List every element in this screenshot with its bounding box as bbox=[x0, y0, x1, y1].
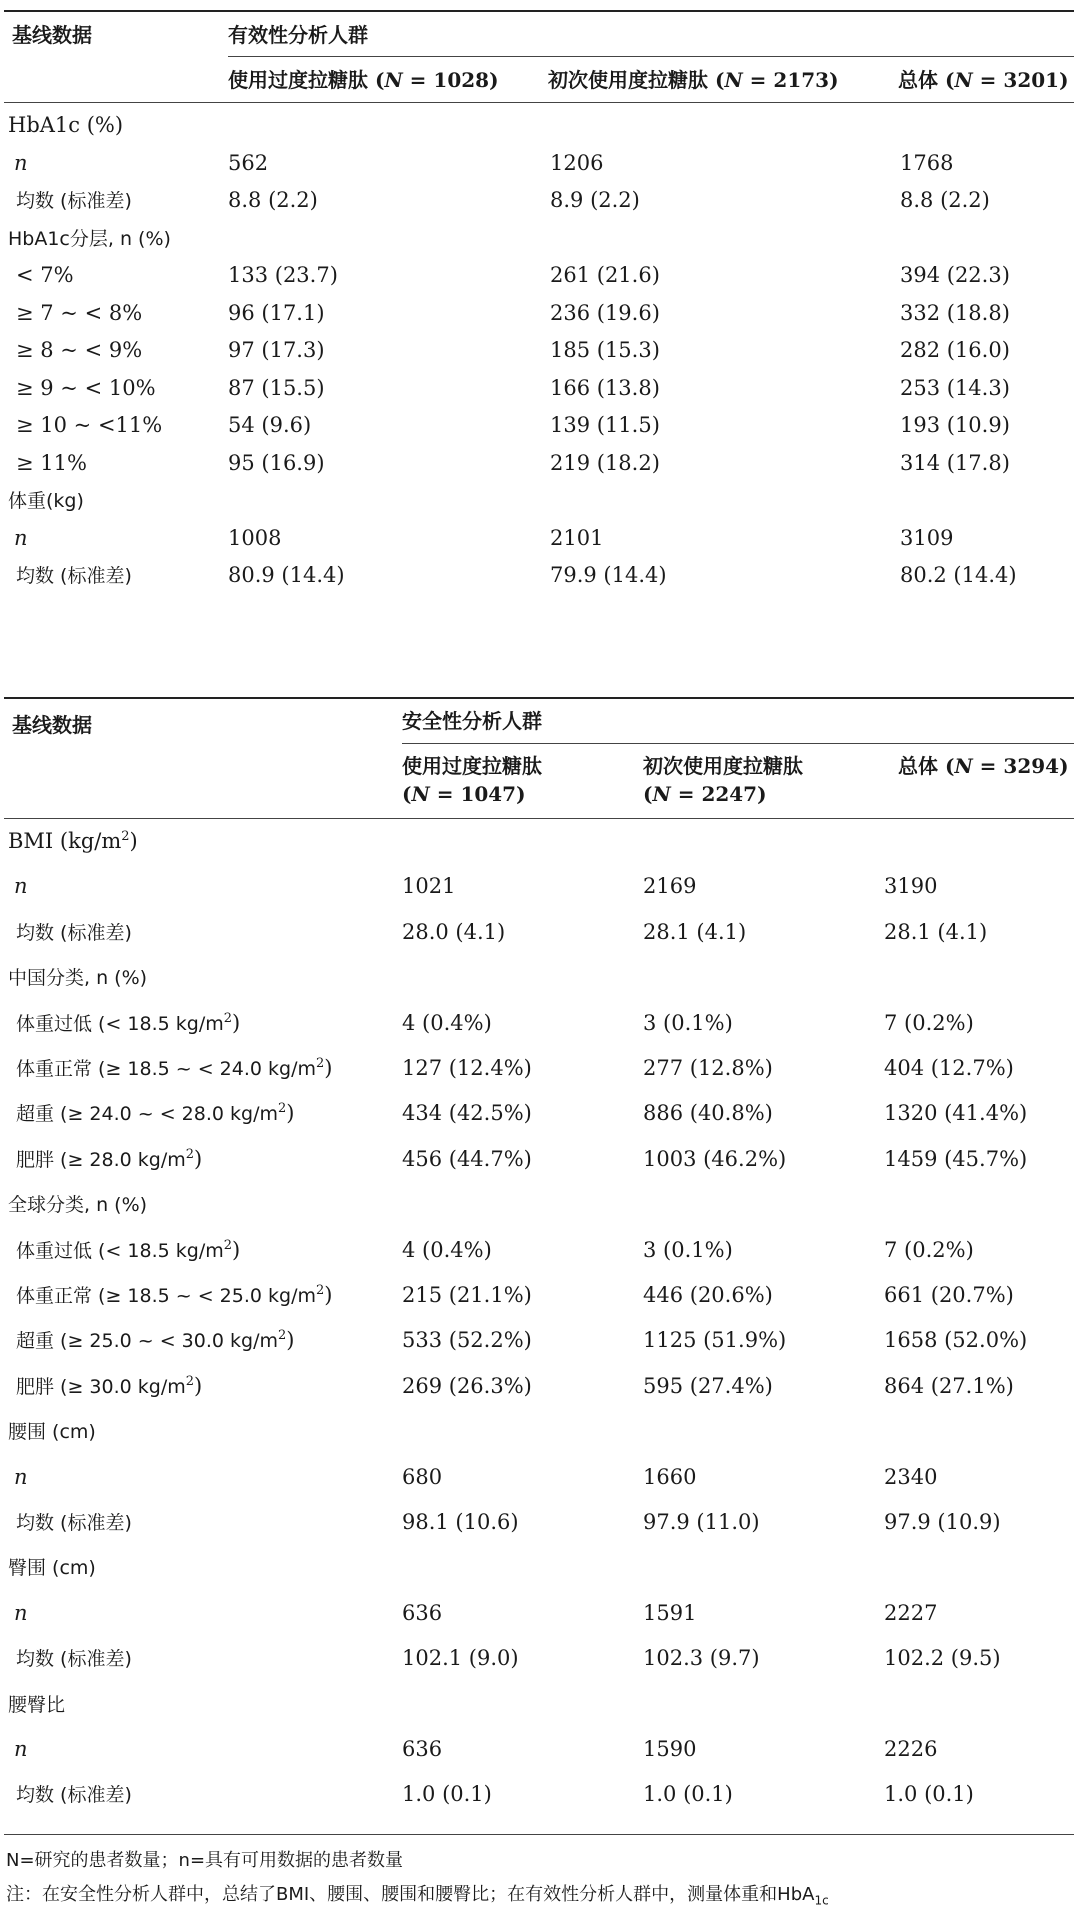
table2-row-label: n bbox=[14, 874, 28, 899]
table2-cell: 404 (12.7%) bbox=[884, 1056, 1014, 1080]
table2-row-label: 全球分类, n (%) bbox=[8, 1194, 148, 1217]
table1-col-header-prior: 使用过度拉糖肽 (N = 1028) bbox=[228, 68, 499, 92]
table1-cell: 185 (15.3) bbox=[550, 338, 660, 362]
table2-cell: 1320 (41.4%) bbox=[884, 1101, 1028, 1126]
table1-cell: 8.8 (2.2) bbox=[900, 188, 990, 212]
table2-cell: 97.9 (10.9) bbox=[884, 1510, 1001, 1534]
table2-cell: 102.1 (9.0) bbox=[402, 1646, 519, 1671]
table2-cell: 1003 (46.2%) bbox=[643, 1146, 787, 1171]
table2-cell: 1.0 (0.1) bbox=[402, 1782, 492, 1807]
footnote-definitions: N=研究的患者数量；n=具有可用数据的患者数量 bbox=[6, 1850, 404, 1871]
table2-cell: 595 (27.4%) bbox=[643, 1373, 773, 1398]
table2-group-rule bbox=[402, 743, 1074, 744]
table2-cell: 456 (44.7%) bbox=[402, 1146, 532, 1171]
table2-cell: 3190 bbox=[884, 874, 938, 899]
table1-row-label: ≥ 7 ~ < 8% bbox=[16, 300, 143, 325]
table1-cell: 236 (19.6) bbox=[550, 300, 660, 325]
table2-row-label: 中国分类, n (%) bbox=[8, 967, 148, 990]
table2-row-label: 体重正常 (≥ 18.5 ~ < 24.0 $kg/m^2$) bbox=[16, 1056, 333, 1080]
table2-row-label: 体重正常 (≥ 18.5 ~ < 25.0 $kg/m^2$) bbox=[16, 1283, 333, 1307]
table1-row-label: n bbox=[14, 150, 28, 175]
table2-row-label: 体重过低 (< 18.5 $kg/m^2$) bbox=[16, 1010, 241, 1035]
table2-cell: 127 (12.4%) bbox=[402, 1056, 532, 1080]
table1-cell: 54 (9.6) bbox=[228, 413, 312, 437]
table1-cell: 1008 bbox=[228, 525, 282, 550]
table2-cell: 7 (0.2%) bbox=[884, 1010, 974, 1035]
table2-cell: 102.2 (9.5) bbox=[884, 1646, 1001, 1671]
table2-cell: 533 (52.2%) bbox=[402, 1328, 532, 1353]
table1-row-label: ≥ 10 ~ <11% bbox=[16, 413, 163, 437]
table2-row-label: n bbox=[14, 1600, 28, 1625]
table1-cell: 282 (16.0) bbox=[900, 338, 1010, 362]
table1-cell: 133 (23.7) bbox=[228, 263, 338, 287]
table1-group-rule bbox=[228, 56, 1074, 57]
table2-cell: 2340 bbox=[884, 1464, 938, 1489]
table1-cell: 1206 bbox=[550, 150, 604, 175]
table1-cell: 166 (13.8) bbox=[550, 375, 660, 400]
table1-row-label: HbA1c分层, n (%) bbox=[8, 227, 171, 250]
table2-cell: 446 (20.6%) bbox=[643, 1283, 773, 1307]
table2-row-label: 均数 (标准差) bbox=[16, 1512, 132, 1534]
table2-row-label: 肥胖 (≥ 30.0 $kg/m^2$) bbox=[16, 1373, 203, 1398]
table2-cell: 2227 bbox=[884, 1600, 938, 1625]
table2-row-label: 均数 (标准差) bbox=[16, 921, 132, 944]
table2-cell: 864 (27.1%) bbox=[884, 1373, 1014, 1398]
table1-cell: 87 (15.5) bbox=[228, 375, 325, 400]
table2-cell: 3 (0.1%) bbox=[643, 1010, 733, 1035]
table2-cell: 2169 bbox=[643, 874, 697, 899]
table2-cell: 1591 bbox=[643, 1600, 697, 1625]
table1-cell: 394 (22.3) bbox=[900, 263, 1010, 287]
table2-cell: 1660 bbox=[643, 1464, 697, 1489]
table1-cell: 562 bbox=[228, 150, 269, 175]
table2-row-label: 腰臀比 bbox=[8, 1693, 66, 1716]
table1-row-label: n bbox=[14, 525, 28, 550]
table2-cell: 680 bbox=[402, 1464, 443, 1489]
table1-row-label: 均数 (标准差) bbox=[16, 565, 132, 587]
table2-cell: 636 bbox=[402, 1737, 443, 1761]
table2-col-header-naive: 初次使用度拉糖肽 (N = 2247) bbox=[643, 754, 803, 806]
table1-cell: 8.9 (2.2) bbox=[550, 188, 640, 212]
table1-cell: 80.9 (14.4) bbox=[228, 563, 345, 587]
table2-cell: 1658 (52.0%) bbox=[884, 1328, 1028, 1353]
table1-cell: 253 (14.3) bbox=[900, 375, 1010, 400]
table1-cell: 219 (18.2) bbox=[550, 450, 660, 475]
table1-row-label: ≥ 9 ~ < 10% bbox=[16, 375, 156, 400]
table2-row-label: 肥胖 (≥ 28.0 $kg/m^2$) bbox=[16, 1146, 203, 1171]
table2-row-label: 腰围 (cm) bbox=[8, 1421, 96, 1444]
table1-cell: 79.9 (14.4) bbox=[550, 563, 667, 587]
table2-cell: 1590 bbox=[643, 1737, 697, 1761]
table2-cell: 636 bbox=[402, 1600, 443, 1625]
table2-cell: 1125 (51.9%) bbox=[643, 1328, 787, 1353]
table1-col-header-naive: 初次使用度拉糖肽 (N = 2173) bbox=[548, 68, 839, 92]
table1-row-label: < 7% bbox=[16, 263, 74, 287]
table2-row-label: 超重 (≥ 25.0 ~ < 30.0 $kg/m^2$) bbox=[16, 1328, 295, 1353]
table2-cell: 661 (20.7%) bbox=[884, 1283, 1014, 1307]
table2-row-label: 体重过低 (< 18.5 $kg/m^2$) bbox=[16, 1237, 241, 1262]
table1-cell: 332 (18.8) bbox=[900, 300, 1010, 325]
table2-cell: 434 (42.5%) bbox=[402, 1101, 532, 1126]
table2-row-label: 均数 (标准差) bbox=[16, 1784, 132, 1807]
table1-cell: 95 (16.9) bbox=[228, 450, 325, 475]
table2-header-rule bbox=[4, 818, 1074, 819]
table2-cell: 97.9 (11.0) bbox=[643, 1510, 760, 1534]
table1-row-label: 体重(kg) bbox=[8, 490, 84, 512]
table1-row-label: 均数 (标准差) bbox=[16, 190, 132, 212]
table1-cell: 3109 bbox=[900, 525, 954, 550]
table2-cell: 4 (0.4%) bbox=[402, 1010, 492, 1035]
table1-row-label: HbA1c (%) bbox=[8, 113, 124, 137]
table2-row-label: 超重 (≥ 24.0 ~ < 28.0 $kg/m^2$) bbox=[16, 1101, 295, 1126]
table2-cell: 4 (0.4%) bbox=[402, 1237, 492, 1262]
table2-cell: 3 (0.1%) bbox=[643, 1237, 733, 1262]
table2-row-label: n bbox=[14, 1737, 28, 1761]
table1-cell: 193 (10.9) bbox=[900, 413, 1010, 437]
table1-cell: 8.8 (2.2) bbox=[228, 188, 318, 212]
table2-cell: 98.1 (10.6) bbox=[402, 1510, 519, 1534]
table1-col-header-total: 总体 (N = 3201) bbox=[898, 68, 1069, 92]
table2-row-label: 臀围 (cm) bbox=[8, 1557, 96, 1580]
table2-cell: 277 (12.8%) bbox=[643, 1056, 773, 1080]
table2-row-label: BMI $(kg/m^2)$ bbox=[8, 829, 138, 853]
table1-top-rule bbox=[4, 10, 1074, 12]
table2-col-header-prior: 使用过度拉糖肽 (N = 1047) bbox=[402, 754, 542, 806]
table1-cell: 261 (21.6) bbox=[550, 263, 660, 287]
table1-row-label: ≥ 11% bbox=[16, 450, 87, 475]
table2-cell: 269 (26.3%) bbox=[402, 1373, 532, 1398]
table2-cell: 7 (0.2%) bbox=[884, 1237, 974, 1262]
table1-cell: 97 (17.3) bbox=[228, 338, 325, 362]
table2-cell: 1021 bbox=[402, 874, 456, 899]
table2-row-label: n bbox=[14, 1464, 28, 1489]
table1-header-rule bbox=[4, 102, 1074, 103]
table1-cell: 2101 bbox=[550, 525, 604, 550]
table2-top-rule bbox=[4, 697, 1074, 699]
table2-cell: 102.3 (9.7) bbox=[643, 1646, 760, 1671]
table2-cell: 886 (40.8%) bbox=[643, 1101, 773, 1126]
table1-cell: 139 (11.5) bbox=[550, 413, 660, 437]
table2-col-label: 基线数据 bbox=[12, 713, 92, 737]
table2-cell: 1459 (45.7%) bbox=[884, 1146, 1028, 1171]
table1-cell: 1768 bbox=[900, 150, 954, 175]
table2-bottom-rule bbox=[4, 1834, 1074, 1835]
table2-cell: 28.1 (4.1) bbox=[884, 919, 988, 944]
table2-col-header-total: 总体 (N = 3294) bbox=[898, 754, 1069, 778]
table2-group-label: 安全性分析人群 bbox=[402, 709, 542, 733]
table2-cell: 2226 bbox=[884, 1737, 938, 1761]
table2-cell: 1.0 (0.1) bbox=[884, 1782, 974, 1807]
table2-cell: 215 (21.1%) bbox=[402, 1283, 532, 1307]
table2-cell: 28.1 (4.1) bbox=[643, 919, 747, 944]
table1-row-label: ≥ 8 ~ < 9% bbox=[16, 338, 143, 362]
table1-cell: 96 (17.1) bbox=[228, 300, 325, 325]
table1-cell: 314 (17.8) bbox=[900, 450, 1010, 475]
table1-group-label: 有效性分析人群 bbox=[228, 23, 368, 47]
table2-cell: 28.0 (4.1) bbox=[402, 919, 506, 944]
footnote-explanation: 注：在安全性分析人群中，总结了BMI、腰围、腰围和腰臀比；在有效性分析人群中，测量体重和HbA$_{1c}$ bbox=[6, 1884, 829, 1908]
table2-row-label: 均数 (标准差) bbox=[16, 1648, 132, 1671]
table2-cell: 1.0 (0.1) bbox=[643, 1782, 733, 1807]
table1-cell: 80.2 (14.4) bbox=[900, 563, 1017, 587]
table1-col-label: 基线数据 bbox=[12, 23, 92, 47]
